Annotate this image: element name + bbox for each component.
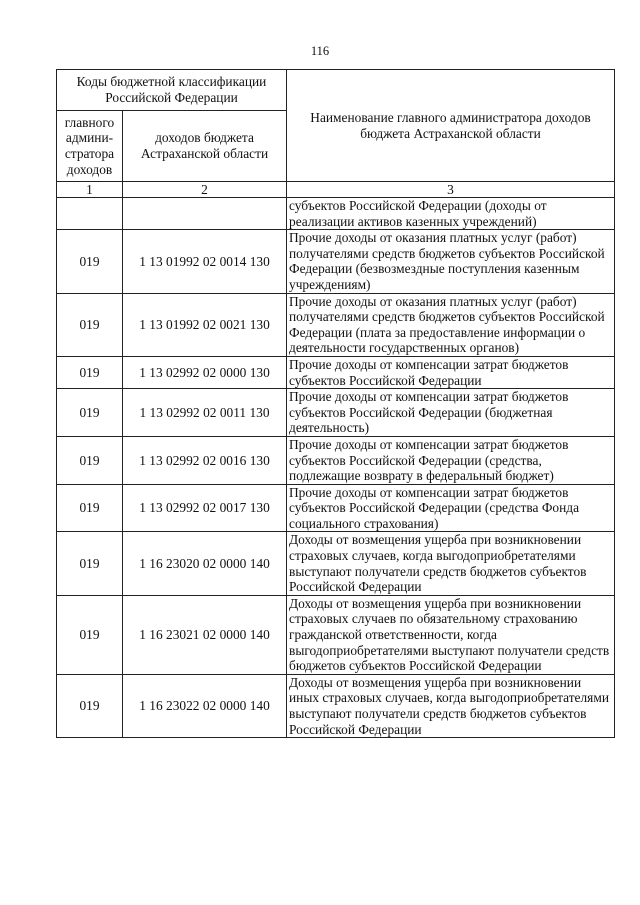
revenue-name-cell: Доходы от возмещения ущерба при возникновении иных страховых случаев, когда выгодоприобретателями выступают получатели средств бюджетов субъектов Российской Федерации: [287, 674, 615, 737]
admin-code-cell: 019: [57, 532, 123, 595]
admin-code-cell: 019: [57, 293, 123, 356]
admin-code-cell: 019: [57, 230, 123, 293]
revenue-name-cell: Доходы от возмещения ущерба при возникновении страховых случаев, когда выгодоприобретателями выступают получатели средств бюджетов субъектов Российской Федерации: [287, 532, 615, 595]
revenue-name-cell: Прочие доходы от оказания платных услуг (работ) получателями средств бюджетов субъектов Российской Федерации (плата за предоставление информации о деятельности государственных органов): [287, 293, 615, 356]
column-number-2: 2: [123, 182, 287, 198]
revenue-code-cell: [123, 198, 287, 230]
table-row: [57, 595, 615, 674]
admin-code-cell: 019: [57, 484, 123, 532]
revenue-code-cell: 1 13 02992 02 0000 130: [123, 356, 287, 388]
table-row: [57, 389, 615, 437]
revenue-code-cell: 1 13 01992 02 0014 130: [123, 230, 287, 293]
table-row: [57, 674, 615, 737]
admin-code-cell: 019: [57, 436, 123, 484]
header-revenue-code: доходов бюджета Астраханской области: [123, 111, 287, 182]
header-administrator-name: Наименование главного администратора доходов бюджета Астраханской области: [287, 70, 615, 182]
revenue-name-cell: Прочие доходы от оказания платных услуг (работ) получателями средств бюджетов субъектов Российской Федерации (безвозмездные поступления казенным учреждениям): [287, 230, 615, 293]
revenue-code-cell: 1 16 23020 02 0000 140: [123, 532, 287, 595]
revenue-name-cell: Прочие доходы от компенсации затрат бюджетов субъектов Российской Федерации (бюджетная деятельность): [287, 389, 615, 437]
table-row: [57, 198, 615, 230]
revenue-name-cell: Прочие доходы от компенсации затрат бюджетов субъектов Российской Федерации: [287, 356, 615, 388]
table-row: [57, 293, 615, 356]
column-number-1: 1: [57, 182, 123, 198]
column-number-3: 3: [287, 182, 615, 198]
admin-code-cell: [57, 198, 123, 230]
revenue-name-cell: Прочие доходы от компенсации затрат бюджетов субъектов Российской Федерации (средства, подлежащие возврату в федеральный бюджет): [287, 436, 615, 484]
header-admin-code: главного админи-стратора доходов: [57, 111, 123, 182]
page-number: 116: [310, 44, 330, 58]
admin-code-cell: 019: [57, 356, 123, 388]
table-row: [57, 532, 615, 595]
revenue-name-cell: Прочие доходы от компенсации затрат бюджетов субъектов Российской Федерации (средства Фонда социального страхования): [287, 484, 615, 532]
table-row: [57, 436, 615, 484]
header-codes-group: Коды бюджетной классификации Российской Федерации: [57, 70, 287, 111]
revenue-code-cell: 1 16 23022 02 0000 140: [123, 674, 287, 737]
table-row: [57, 356, 615, 388]
revenue-code-cell: 1 13 02992 02 0011 130: [123, 389, 287, 437]
revenue-name-cell: субъектов Российской Федерации (доходы от реализации активов казенных учреждений): [287, 198, 615, 230]
table-row: [57, 230, 615, 293]
revenue-name-cell: Доходы от возмещения ущерба при возникновении страховых случаев по обязательному страхованию гражданской ответственности, когда выгодоприобретателями выступают получатели средств бюджетов субъектов Российской Федерации: [287, 595, 615, 674]
admin-code-cell: 019: [57, 389, 123, 437]
revenue-code-cell: 1 13 01992 02 0021 130: [123, 293, 287, 356]
admin-code-cell: 019: [57, 674, 123, 737]
revenue-code-cell: 1 16 23021 02 0000 140: [123, 595, 287, 674]
revenue-code-cell: 1 13 02992 02 0017 130: [123, 484, 287, 532]
revenue-code-cell: 1 13 02992 02 0016 130: [123, 436, 287, 484]
admin-code-cell: 019: [57, 595, 123, 674]
table-row: [57, 484, 615, 532]
budget-classification-table: [56, 69, 615, 738]
